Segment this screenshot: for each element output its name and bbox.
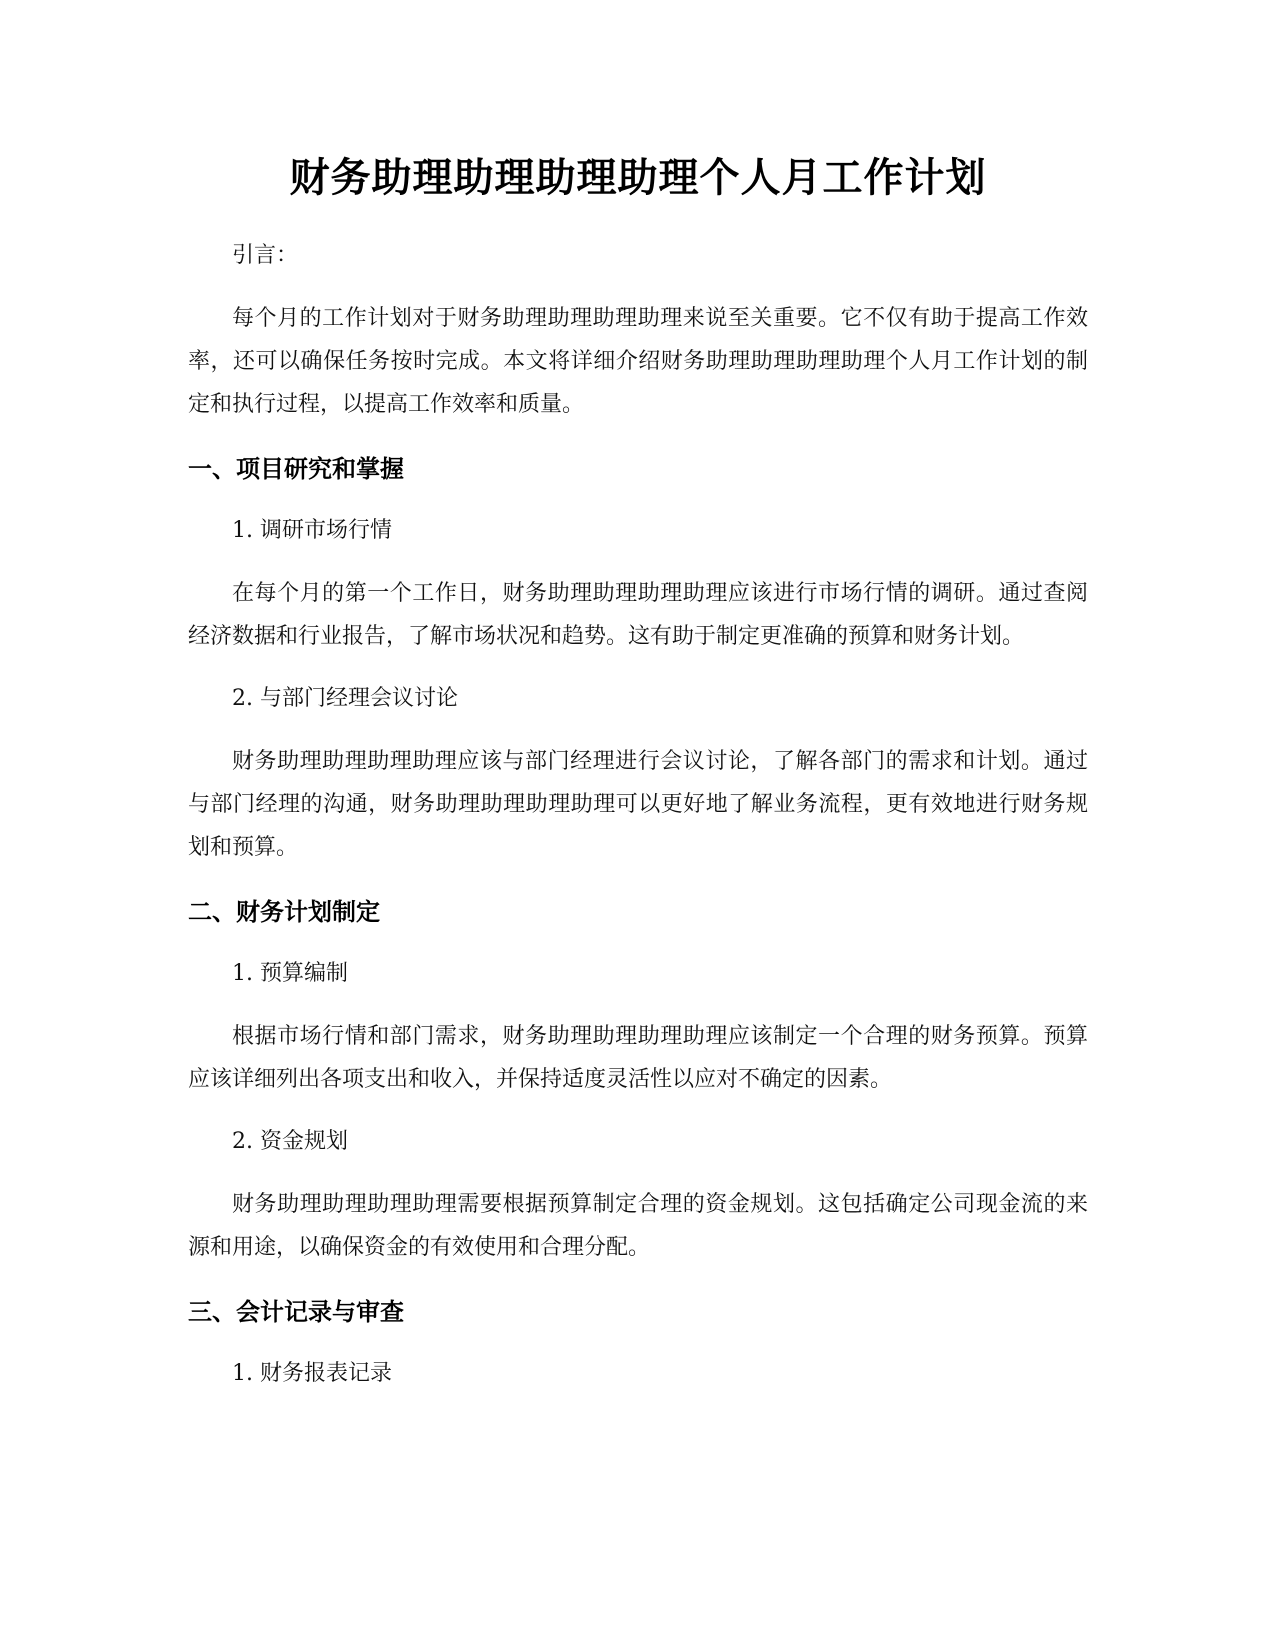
section-heading: 二、财务计划制定 xyxy=(188,898,380,926)
document-content xyxy=(188,150,1088,1395)
section-heading: 一、项目研究和掌握 xyxy=(188,455,404,483)
item-title: 2. 资金规划 xyxy=(232,1129,348,1154)
item-body: 在每个月的第一个工作日，财务助理助理助理助理应该进行市场行情的调研。通过查阅经济数据和行业报告，了解市场状况和趋势。这有助于制定更准确的预算和财务计划。 xyxy=(188,581,1088,649)
item-body: 根据市场行情和部门需求，财务助理助理助理助理应该制定一个合理的财务预算。预算应该详细列出各项支出和收入，并保持适度灵活性以应对不确定的因素。 xyxy=(188,1024,1088,1092)
intro-paragraph: 每个月的工作计划对于财务助理助理助理助理来说至关重要。它不仅有助于提高工作效率，还可以确保任务按时完成。本文将详细介绍财务助理助理助理助理个人月工作计划的制定和执行过程，以提高工作效率和质量。 xyxy=(188,306,1088,417)
item-title: 2. 与部门经理会议讨论 xyxy=(232,686,458,711)
item-body: 财务助理助理助理助理应该与部门经理进行会议讨论，了解各部门的需求和计划。通过与部门经理的沟通，财务助理助理助理助理可以更好地了解业务流程，更有效地进行财务规划和预算。 xyxy=(188,749,1088,860)
item-title: 1. 预算编制 xyxy=(232,961,348,986)
item-title: 1. 调研市场行情 xyxy=(232,518,392,543)
item-title: 1. 财务报表记录 xyxy=(232,1361,392,1386)
intro-label: 引言： xyxy=(232,243,299,268)
section-heading: 三、会计记录与审查 xyxy=(188,1298,404,1326)
document-title: 财务助理助理助理助理个人月工作计划 xyxy=(289,155,987,201)
item-body: 财务助理助理助理助理需要根据预算制定合理的资金规划。这包括确定公司现金流的来源和用途，以确保资金的有效使用和合理分配。 xyxy=(188,1192,1088,1260)
